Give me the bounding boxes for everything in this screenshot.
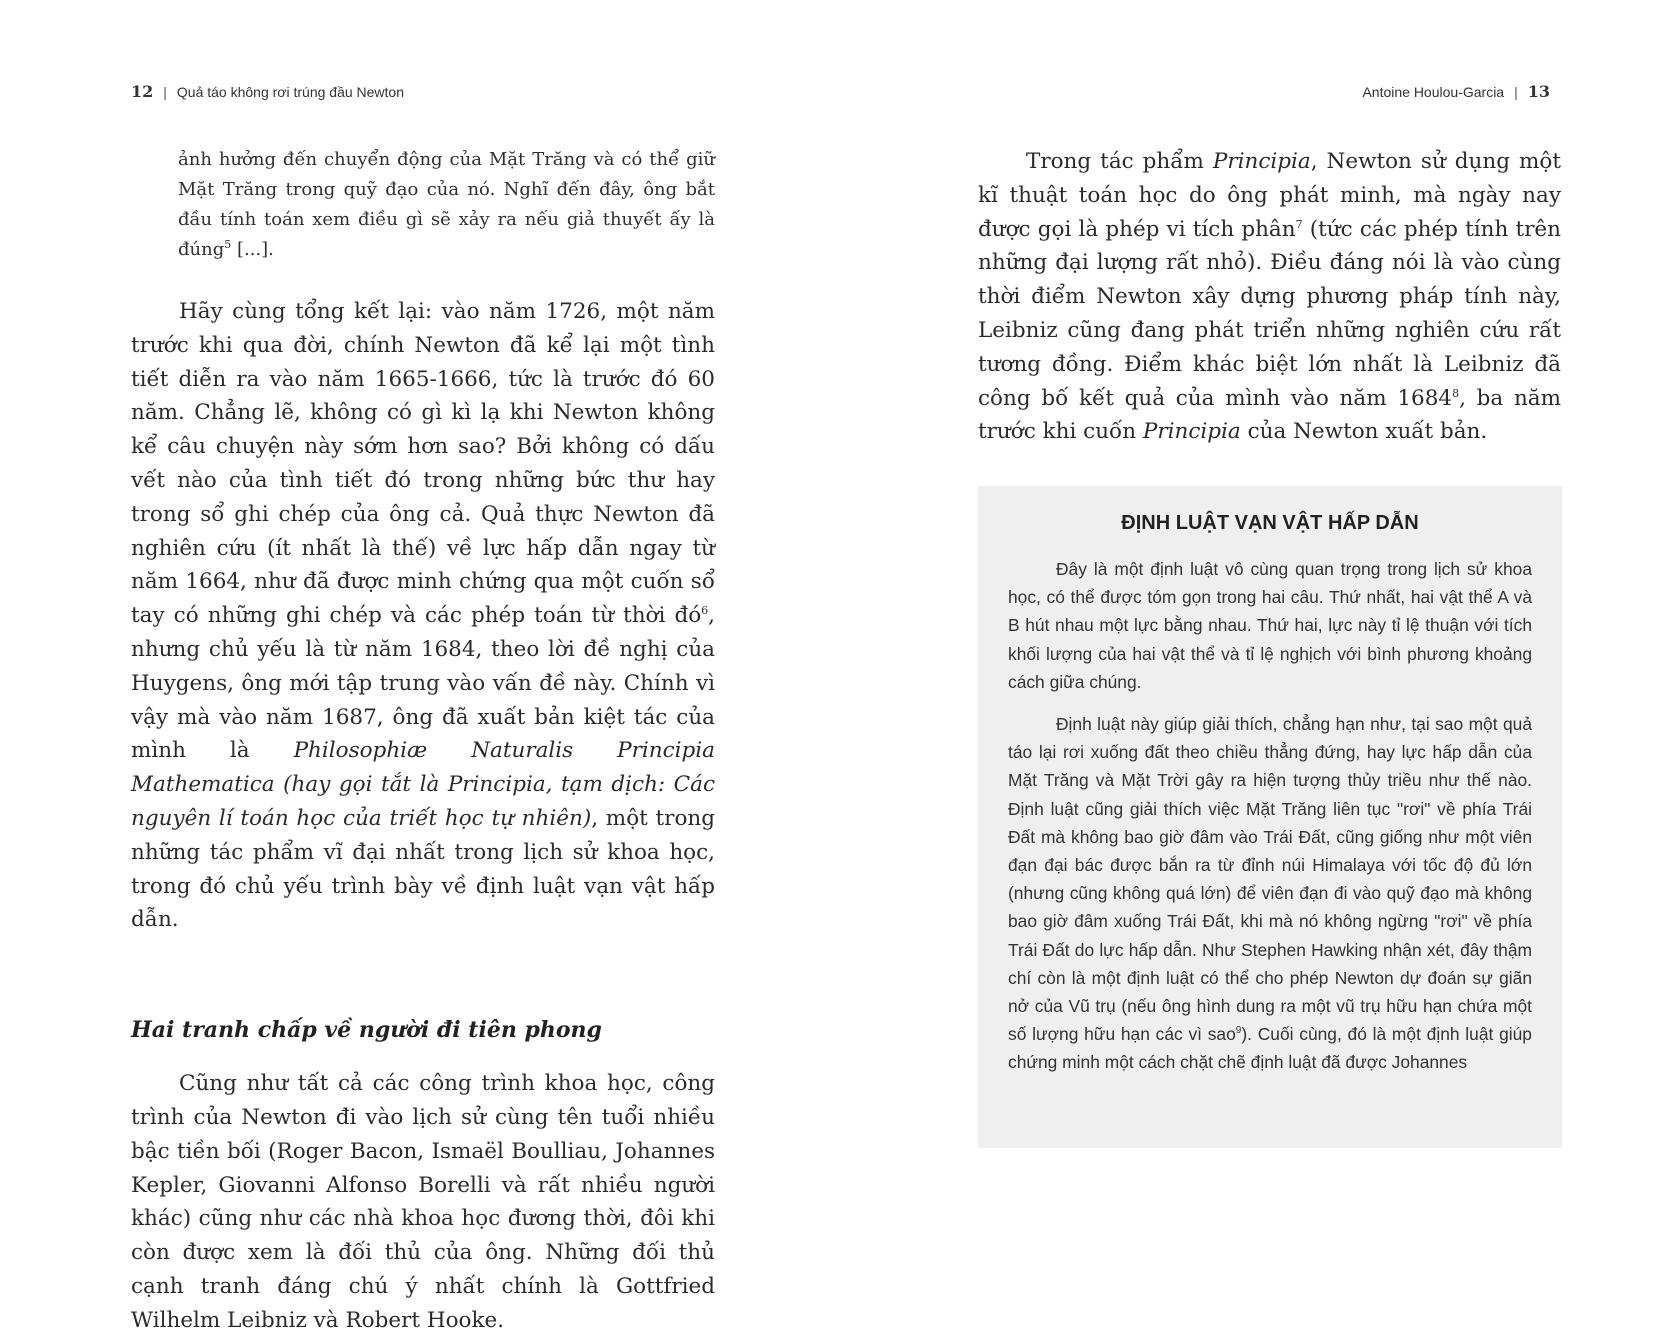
footnote-ref: 7	[1295, 217, 1303, 231]
text-span: ). Cuối cùng, đó là một định luật giúp chứng minh một cách chặt chẽ định luật đã được Johannes	[1008, 1024, 1532, 1073]
box-title: ĐỊNH LUẬT VẠN VẬT HẤP DẪN	[1121, 512, 1419, 534]
header-separator: |	[163, 84, 167, 100]
footnote-ref: 9	[1235, 1025, 1242, 1037]
footnote-ref: 6	[701, 604, 709, 618]
section-heading: Hai tranh chấp về người đi tiên phong	[131, 1017, 602, 1044]
paragraph-rivals: Cũng như tất cả các công trình khoa học, công trình của Newton đi vào lịch sử cùng tên tuổi nhiều bậc tiền bối (Roger Bacon, Ismaël Boulliau, Johannes Kepler, Giovanni Alfonso Borelli và rất nhiều người khác) cũng như các nhà khoa học đương thời, đôi khi còn được xem là đối thủ của ông. Những đối thủ cạnh tranh đáng chú ý nhất chính là Gottfried Wilhelm Leibniz và Robert Hooke.	[131, 1071, 715, 1333]
header-separator: |	[1514, 84, 1518, 100]
left-page-number: 12	[131, 82, 154, 101]
text-span: (tức các phép tính trên những đại lượng rất nhỏ). Điều đáng nói là vào cùng thời điểm Newton xây dựng phương pháp tính này, Leibniz cũng đang phát triển những nghiên cứu rất tương đồng. Điểm khác biệt lớn nhất là Leibniz đã công bố kết quả của mình vào năm 1684	[978, 216, 1561, 411]
paragraph-summary	[131, 295, 715, 937]
box-paragraph	[1008, 710, 1532, 1077]
text-span: , một trong những tác phẩm vĩ đại nhất trong lịch sử khoa học, trong đó chủ yếu trình bày về định luật vạn vật hấp dẫn.	[131, 805, 715, 933]
text-span: của Newton xuất bản.	[1240, 419, 1488, 445]
right-page-number: 13	[1527, 82, 1550, 101]
left-page-column	[131, 145, 715, 1338]
book-title: Quả táo không rơi trúng đầu Newton	[176, 84, 405, 100]
text-span: , Newton sử dụng một kĩ thuật toán học do ông phát minh, mà ngày nay được gọi là phép vi tích phân	[978, 149, 1561, 242]
text-span: , ba năm trước khi cuốn	[978, 385, 1561, 445]
right-page-header	[1362, 82, 1550, 101]
right-page-column	[978, 145, 1561, 449]
quote-end: [...].	[231, 239, 274, 260]
text-span: Hãy cùng tổng kết lại: vào năm 1726, một năm trước khi qua đời, chính Newton đã kể lại một tình tiết diễn ra vào năm 1665-1666, tức là trước đó 60 năm. Chẳng lẽ, không có gì kì lạ khi Newton không kể câu chuyện này sớm hơn sao? Bởi không có dấu vết nào của tình tiết đó trong những bức thư hay trong sổ ghi chép của ông cả. Quả thực Newton đã nghiên cứu (ít nhất là thế) về lực hấp dẫn ngay từ năm 1664, như đã được minh chứng qua một cuốn sổ tay có những ghi chép và các phép toán từ thời đó	[131, 299, 715, 629]
text-span: , nhưng chủ yếu là từ năm 1684, theo lời đề nghị của Huygens, ông mới tập trung vào vấn đề này. Chính vì vậy mà vào năm 1687, ông đã xuất bản kiệt tác của mình là	[131, 603, 715, 764]
left-page-header	[131, 82, 404, 101]
footnote-ref: 8	[1452, 386, 1460, 400]
sidebar-box	[978, 486, 1562, 1148]
quote-text: ảnh hưởng đến chuyển động của Mặt Trăng và có thể giữ Mặt Trăng trong quỹ đạo của nó. Nghĩ đến đây, ông bắt đầu tính toán xem điều gì sẽ xảy ra nếu giả thuyết ấy là đúng	[178, 149, 715, 260]
text-span: Trong tác phẩm	[1026, 149, 1213, 174]
block-quote	[178, 145, 715, 265]
text-span: Định luật này giúp giải thích, chẳng hạn như, tại sao một quả táo lại rơi xuống đất theo chiều thẳng đứng, hay lực hấp dẫn của Mặt Trăng và Mặt Trời gây ra hiện tượng thủy triều như thế nào. Định luật cũng giải thích việc Mặt Trăng liên tục "rơi" về phía Trái Đất mà không bao giờ đâm vào Trái Đất, cũng giống như một viên đạn đại bác được bắn ra từ đỉnh núi Himalaya với tốc độ đủ lớn (nhưng cũng không quá lớn) để viên đạn đi vào quỹ đạo mà không bao giờ đâm xuống Trái Đất, khi mà nó không ngừng "rơi" về phía Trái Đất do lực hấp dẫn. Như Stephen Hawking nhận xét, đây thậm chí còn là một định luật có thể cho phép Newton dự đoán sự giãn nở của Vũ trụ (nếu ông hình dung ra một vũ trụ hữu hạn chứa một số lượng hữu hạn các vì sao	[1008, 714, 1532, 1045]
box-paragraph: Đây là một định luật vô cùng quan trọng trong lịch sử khoa học, có thể được tóm gọn trong hai câu. Thứ nhất, hai vật thể A và B hút nhau một lực bằng nhau. Thứ hai, lực này tỉ lệ thuận với tích khối lượng của hai vật thể và tỉ lệ nghịch với bình phương khoảng cách giữa chúng.	[1008, 559, 1532, 692]
author-name: Antoine Houlou-Garcia	[1362, 84, 1505, 100]
book-title-italic: Principia	[1212, 149, 1311, 174]
paragraph-calculus	[978, 145, 1561, 449]
book-title-italic: Philosophiæ Naturalis Principia Mathematica (hay gọi tắt là Principia, tạm dịch: Các nguyên lí toán học của triết học tự nhiên)	[131, 738, 715, 831]
book-title-italic: Principia	[1142, 419, 1241, 445]
footnote-ref: 5	[224, 238, 232, 251]
